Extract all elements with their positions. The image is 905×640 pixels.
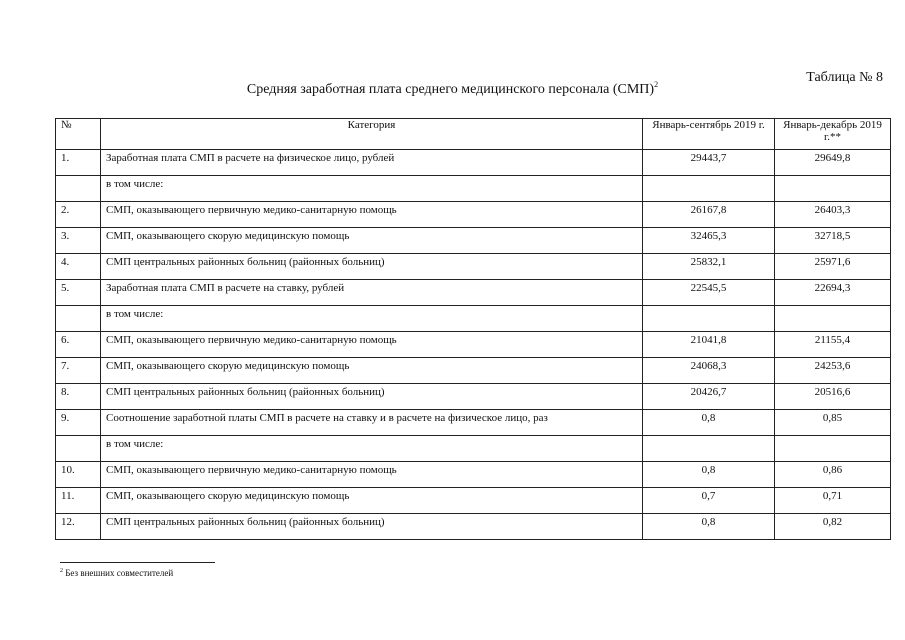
salary-table (55, 118, 891, 540)
row-category: СМП, оказывающего скорую медицинскую помощь (101, 488, 643, 514)
row-category: СМП, оказывающего скорую медицинскую помощь (101, 228, 643, 254)
footnote (60, 568, 173, 578)
footnote-ref: 2 (60, 568, 63, 574)
row-category: в том числе: (101, 176, 643, 202)
row-value-period-2: 21155,4 (775, 332, 891, 358)
table-row (56, 410, 891, 436)
row-value-period-2: 0,85 (775, 410, 891, 436)
footnote-text: Без внешних совместителей (65, 568, 174, 578)
row-value-period-1: 24068,3 (643, 358, 775, 384)
row-category: СМП центральных районных больниц (районных больниц) (101, 514, 643, 540)
row-number: 10. (56, 462, 101, 488)
row-category: Заработная плата СМП в расчете на физическое лицо, рублей (101, 150, 643, 176)
row-value-period-2: 29649,8 (775, 150, 891, 176)
row-number (56, 306, 101, 332)
row-category: Заработная плата СМП в расчете на ставку, рублей (101, 280, 643, 306)
row-value-period-1 (643, 306, 775, 332)
table-row (56, 280, 891, 306)
table-row (56, 358, 891, 384)
caption-text: Средняя заработная плата среднего медицинского персонала (СМП) (246, 82, 655, 97)
table-number: Таблица № 8 (806, 70, 883, 85)
row-category: СМП, оказывающего скорую медицинскую помощь (101, 358, 643, 384)
row-number: 9. (56, 410, 101, 436)
row-value-period-1: 26167,8 (643, 202, 775, 228)
row-value-period-1: 0,8 (643, 410, 775, 436)
row-value-period-2: 22694,3 (775, 280, 891, 306)
row-value-period-1: 0,8 (643, 514, 775, 540)
row-category: СМП, оказывающего первичную медико-санитарную помощь (101, 462, 643, 488)
row-value-period-1: 0,7 (643, 488, 775, 514)
table-row (56, 254, 891, 280)
row-number (56, 176, 101, 202)
header-period-2: Январь-декабрь 2019 г.** (775, 119, 891, 150)
header-num: № (56, 119, 101, 150)
table-row (56, 306, 891, 332)
row-value-period-1: 29443,7 (643, 150, 775, 176)
table-row (56, 202, 891, 228)
row-category: СМП центральных районных больниц (районных больниц) (101, 254, 643, 280)
table-caption (0, 82, 905, 98)
row-number: 11. (56, 488, 101, 514)
row-value-period-1 (643, 176, 775, 202)
row-value-period-2: 0,71 (775, 488, 891, 514)
row-value-period-1: 20426,7 (643, 384, 775, 410)
row-value-period-1: 22545,5 (643, 280, 775, 306)
header-category: Категория (101, 119, 643, 150)
row-category: СМП центральных районных больниц (районных больниц) (101, 384, 643, 410)
row-number: 12. (56, 514, 101, 540)
table-body (56, 150, 891, 540)
row-category: СМП, оказывающего первичную медико-санитарную помощь (101, 202, 643, 228)
row-category: Соотношение заработной платы СМП в расчете на ставку и в расчете на физическое лицо, раз (101, 410, 643, 436)
row-value-period-1: 21041,8 (643, 332, 775, 358)
row-number: 8. (56, 384, 101, 410)
row-number: 1. (56, 150, 101, 176)
row-value-period-2: 0,86 (775, 462, 891, 488)
table-row (56, 332, 891, 358)
table-row (56, 228, 891, 254)
row-number (56, 436, 101, 462)
row-number: 4. (56, 254, 101, 280)
row-number: 3. (56, 228, 101, 254)
footnote-divider (60, 562, 215, 563)
row-number: 6. (56, 332, 101, 358)
table-row (56, 384, 891, 410)
row-value-period-2: 0,82 (775, 514, 891, 540)
row-category: в том числе: (101, 436, 643, 462)
table-row (56, 462, 891, 488)
row-number: 2. (56, 202, 101, 228)
table-row (56, 176, 891, 202)
header-period-1: Январь-сентябрь 2019 г. (643, 119, 775, 150)
row-value-period-1 (643, 436, 775, 462)
table-row (56, 436, 891, 462)
row-number: 7. (56, 358, 101, 384)
row-value-period-2 (775, 306, 891, 332)
row-value-period-2: 26403,3 (775, 202, 891, 228)
row-category: в том числе: (101, 306, 643, 332)
row-category: СМП, оказывающего первичную медико-санитарную помощь (101, 332, 643, 358)
caption-footnote-ref: 2 (654, 80, 659, 89)
row-value-period-2: 32718,5 (775, 228, 891, 254)
row-value-period-2: 20516,6 (775, 384, 891, 410)
table-row (56, 514, 891, 540)
row-value-period-2 (775, 436, 891, 462)
row-value-period-1: 0,8 (643, 462, 775, 488)
row-value-period-2 (775, 176, 891, 202)
table-header-row (56, 119, 891, 150)
table-row (56, 488, 891, 514)
row-value-period-1: 25832,1 (643, 254, 775, 280)
row-number: 5. (56, 280, 101, 306)
table-row (56, 150, 891, 176)
row-value-period-2: 25971,6 (775, 254, 891, 280)
row-value-period-1: 32465,3 (643, 228, 775, 254)
row-value-period-2: 24253,6 (775, 358, 891, 384)
